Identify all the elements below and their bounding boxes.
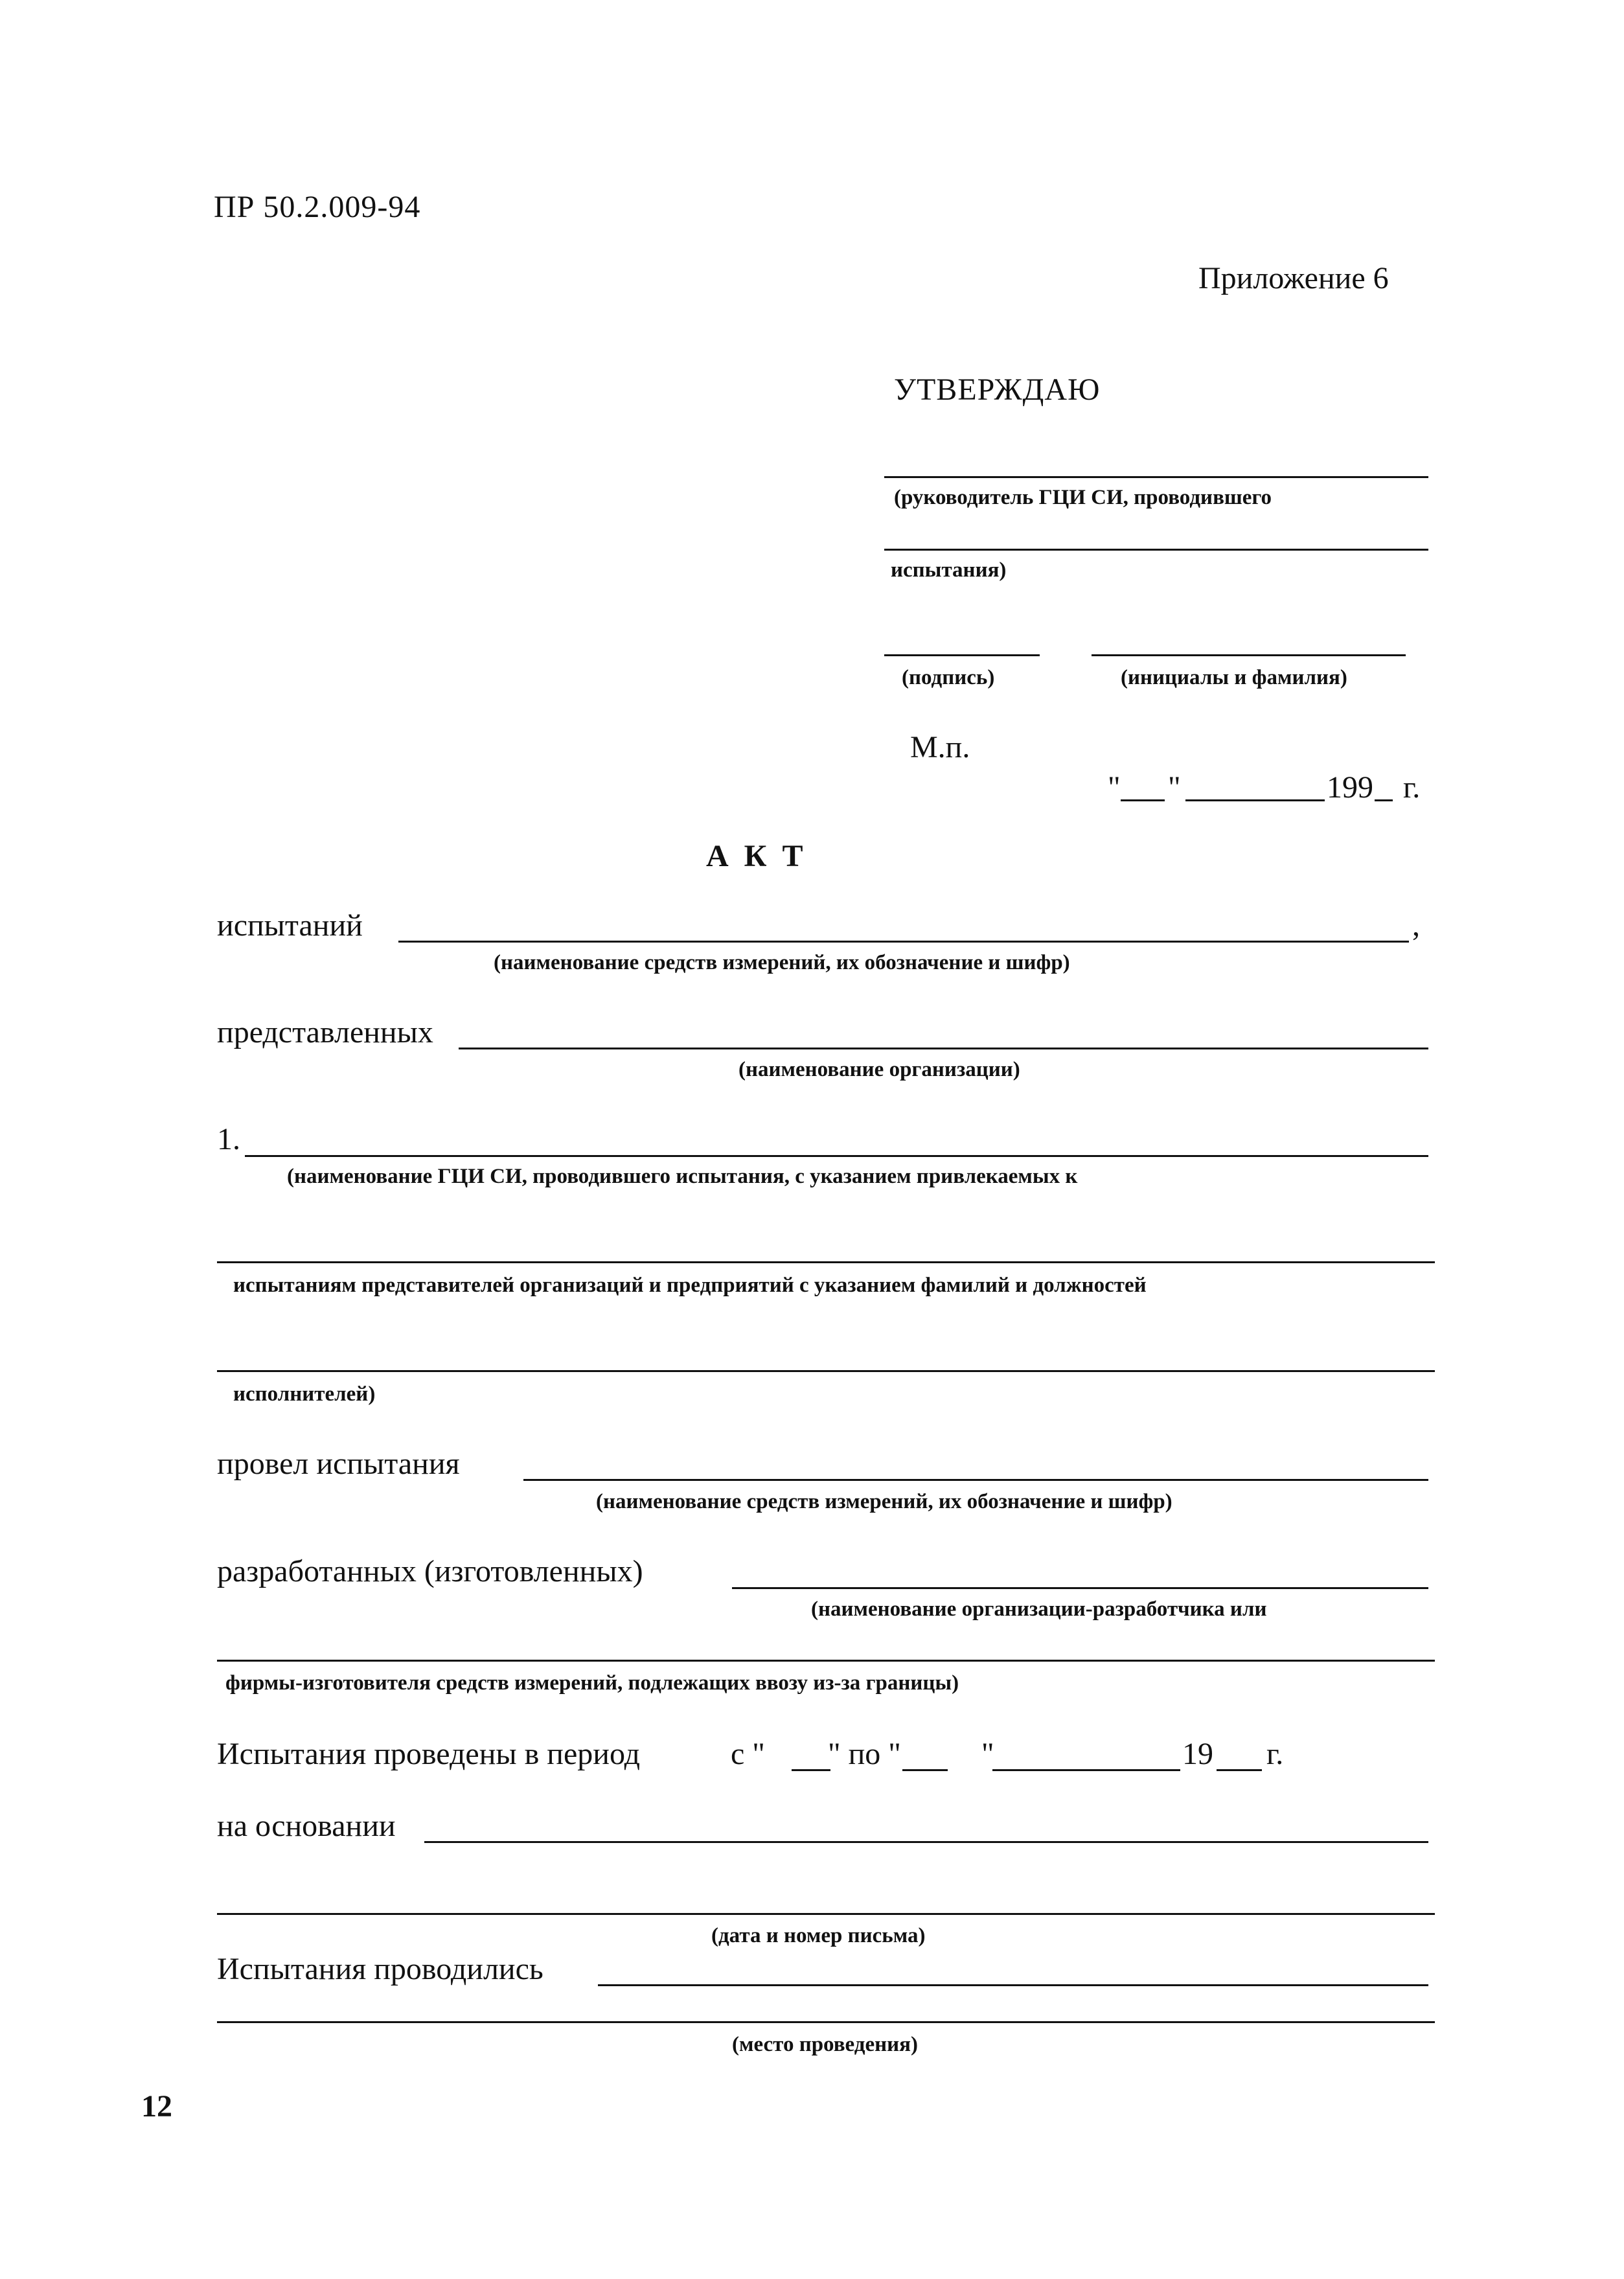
period-label: Испытания проведены в период <box>217 1737 641 1771</box>
tests-comma: , <box>1412 908 1420 943</box>
basis-label: на основании <box>217 1809 396 1843</box>
presented-caption: (наименование организации) <box>738 1058 1020 1081</box>
signature-line <box>884 654 1040 656</box>
document-code: ПР 50.2.009-94 <box>214 190 421 224</box>
developed-caption-line2: фирмы-изготовителя средств измерений, подлежащих ввозу из-за границы) <box>225 1671 959 1695</box>
item1-number: 1. <box>217 1122 240 1156</box>
item1-caption-line1: (наименование ГЦИ СИ, проводившего испытания, с указанием привлекаемых к <box>287 1165 1078 1188</box>
name-caption: (инициалы и фамилия) <box>1121 666 1347 689</box>
period-year: 19 <box>1182 1737 1213 1771</box>
basis-line-2[interactable] <box>217 1913 1435 1915</box>
date-month-line <box>1185 799 1325 801</box>
period-to-day-line[interactable] <box>902 1769 948 1771</box>
period-from-day-line[interactable] <box>792 1769 830 1771</box>
presented-label: представленных <box>217 1015 433 1049</box>
developed-caption-line1: (наименование организации-разработчика или <box>811 1598 1267 1621</box>
place-caption: (место проведения) <box>732 2033 918 2056</box>
date-year-suffix: г. <box>1403 770 1421 805</box>
item1-line[interactable] <box>245 1155 1428 1157</box>
tests-label: испытаний <box>217 908 363 943</box>
head-name-line-2 <box>884 549 1428 551</box>
developed-line-2[interactable] <box>217 1660 1435 1662</box>
presented-line[interactable] <box>459 1048 1428 1049</box>
approval-title: УТВЕРЖДАЮ <box>894 372 1101 407</box>
period-year-line[interactable] <box>1217 1769 1262 1771</box>
place-label: Испытания проводились <box>217 1952 543 1986</box>
basis-caption: (дата и номер письма) <box>711 1924 926 1947</box>
period-from: с " <box>731 1737 765 1771</box>
head-caption-line2: испытания) <box>891 558 1007 582</box>
period-to: " по " <box>828 1737 901 1771</box>
period-year-suffix: г. <box>1266 1737 1284 1771</box>
initials-line <box>1092 654 1406 656</box>
conducted-caption: (наименование средств измерений, их обозначение и шифр) <box>596 1490 1172 1513</box>
basis-line[interactable] <box>424 1841 1428 1843</box>
appendix-label: Приложение 6 <box>1198 261 1389 295</box>
item1-caption-line2: испытаниям представителей организаций и предприятий с указанием фамилий и должностей <box>233 1274 1147 1297</box>
period-month-line[interactable] <box>992 1769 1180 1771</box>
item1-caption-line3: исполнителей) <box>233 1382 376 1406</box>
head-caption-line1: (руководитель ГЦИ СИ, проводившего <box>894 486 1272 509</box>
seal-label: М.п. <box>910 730 970 764</box>
date-day-line <box>1121 799 1165 801</box>
item1-line-3[interactable] <box>217 1370 1435 1372</box>
act-title: А К Т <box>706 839 807 873</box>
place-line-2[interactable] <box>217 2021 1435 2023</box>
period-quote-close: " <box>981 1737 994 1771</box>
head-name-line <box>884 476 1428 478</box>
conducted-line[interactable] <box>523 1479 1428 1481</box>
page-number: 12 <box>141 2089 172 2124</box>
developed-line[interactable] <box>732 1587 1428 1589</box>
tests-line[interactable] <box>398 941 1409 943</box>
date-year-line <box>1375 799 1393 801</box>
signature-caption: (подпись) <box>902 666 995 689</box>
date-year: 199 <box>1327 770 1373 805</box>
place-line[interactable] <box>598 1984 1428 1986</box>
tests-caption: (наименование средств измерений, их обозначение и шифр) <box>494 951 1070 974</box>
developed-label: разработанных (изготовленных) <box>217 1554 643 1588</box>
date-quote-open: " <box>1108 770 1121 805</box>
item1-line-2[interactable] <box>217 1261 1435 1263</box>
date-quote-close: " <box>1168 770 1181 805</box>
conducted-label: провел испытания <box>217 1447 460 1481</box>
